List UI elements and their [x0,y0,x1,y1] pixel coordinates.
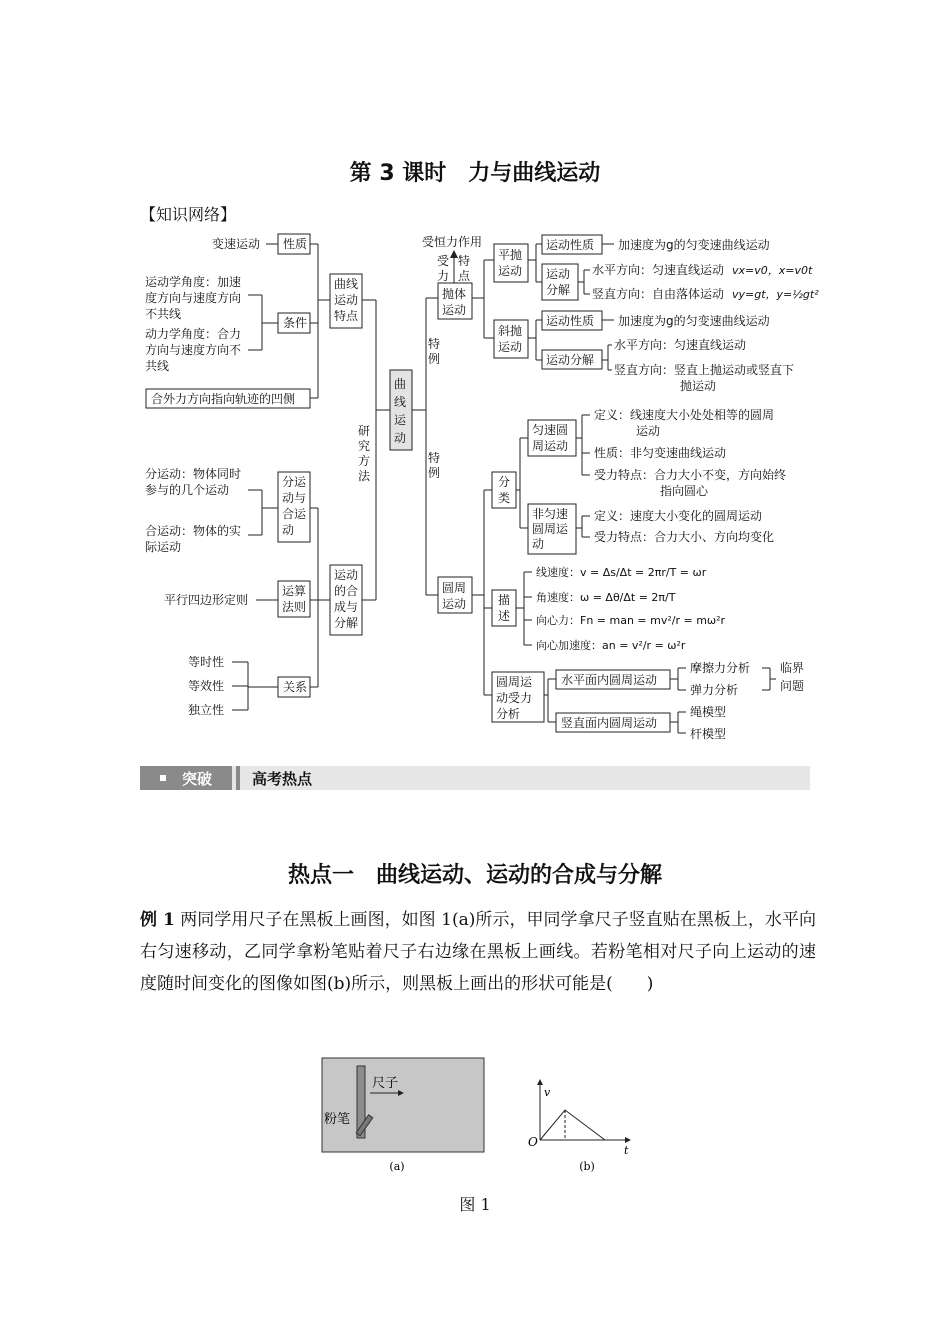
describe-2: 述 [498,609,511,623]
constant-force: 受恒力作用 [422,235,483,249]
oproj-decomp-label: 运动分解 [546,353,595,367]
center-2: 线 [394,395,407,409]
combined-1: 合运动：物体的实 [145,524,242,538]
ruler-label: 尺子 [372,1076,399,1091]
hproj-v: 竖直方向：自由落体运动 [592,287,725,301]
hproj-h-formula: vx=v0，x=v0t [732,264,813,277]
nonuniform-def: 定义：速度大小变化的圆周运动 [594,509,763,523]
submotion-box-2: 动与 [282,491,307,505]
condition-label: 条件 [283,316,308,330]
kinematic-condition-1: 运动学角度：加速 [145,275,242,289]
circ-2: 运动 [442,597,467,611]
section-heading: 热点一 曲线运动、运动的合成与分解 [287,863,662,888]
hproj-decomp-2: 分解 [546,283,571,297]
oproj-nature: 加速度为g的匀变速曲线运动 [618,314,770,328]
uniform-nature: 性质：非匀变速曲线运动 [594,446,727,460]
banner-right: 高考热点 [252,770,313,788]
describe-1: 描 [498,593,511,607]
hproj-1: 平抛 [498,248,523,262]
sub-motion-1: 分运动：物体同时 [145,467,242,481]
method-4: 法 [358,469,371,483]
submotion-box-4: 动 [282,523,295,537]
special-1: 特 [428,337,441,351]
describe-linear: 线速度：v = Δs/Δt = 2πr/T = ωr [536,566,707,579]
force-1: 受 [437,254,450,268]
uniform-2: 周运动 [532,439,569,453]
classify-1: 分 [498,475,511,489]
char-label-3: 特点 [334,309,359,323]
fa-1: 圆周运 [496,675,533,689]
fa-horizontal: 水平面内圆周运动 [561,673,658,687]
cap-a: (a) [389,1160,405,1173]
relation-item-2: 等效性 [188,679,225,693]
banner-left: 突破 [182,770,213,788]
fa-elastic: 弹力分析 [690,683,739,697]
oproj-v-1: 竖直方向：竖直上抛运动或竖直下 [614,363,795,377]
figure-caption: 图 1 [459,1195,491,1214]
char-label-1: 曲线 [334,277,359,291]
algorithm-value: 平行四边形定则 [164,593,249,607]
uniform-1: 匀速圆 [532,423,569,437]
oproj-nature-label: 运动性质 [546,314,595,328]
direction-text: 合外力方向指向轨迹的凹侧 [151,392,296,406]
oproj-v-2: 抛运动 [680,379,717,393]
nature-label: 性质 [283,237,308,251]
nonuniform-3: 动 [532,537,545,551]
kinematic-condition-3: 不共线 [145,307,182,321]
special-2: 例 [428,352,441,366]
submotion-box-3: 合运 [282,507,307,521]
hproj-h: 水平方向：匀速直线运动 [592,263,725,277]
proj-2: 运动 [442,303,467,317]
method-3: 方 [358,454,371,468]
force-2: 力 [437,269,450,283]
classify-2: 类 [498,491,511,505]
special-4: 例 [428,466,441,480]
example-label: 例 1 [140,910,175,930]
fa-rod: 杆模型 [690,727,727,741]
axis-t: t [624,1144,629,1157]
vt-line [540,1110,605,1140]
relation-label: 关系 [283,680,308,694]
uniform-def-1: 定义：线速度大小处处相等的圆周 [594,408,775,422]
feature-2: 点 [458,269,471,283]
sub-motion-2: 参与的几个运动 [145,483,230,497]
kinematic-condition-2: 度方向与速度方向 [145,291,242,305]
comp-2: 的合 [334,584,359,598]
example-text: 两同学用尺子在黑板上画图，如图 1(a)所示，甲同学拿尺子竖直贴在黑板上，水平向右匀速移动，乙同学拿粉笔贴着尺子右边缘在黑板上画线。若粉笔相对尺子向上运动的速度随时间变化的图像如图(b)所示，则黑板上画出的形状可能是( ) [140,910,816,994]
hproj-decomp-1: 运动 [546,267,571,281]
section-label: 【知识网络】 [140,205,237,224]
fa-critical-1: 临界 [780,661,805,675]
origin-label: O [528,1135,538,1149]
axis-v: v [544,1086,551,1099]
relation-item-1: 等时性 [188,655,225,669]
center-3: 运 [394,413,407,427]
hproj-nature-label: 运动性质 [546,238,595,252]
dynamic-condition-3: 共线 [145,359,170,373]
fa-critical-2: 问题 [780,679,805,693]
comp-1: 运动 [334,568,359,582]
fa-friction: 摩擦力分析 [690,661,751,675]
comp-3: 成与 [334,600,359,614]
submotion-box-1: 分运 [282,475,307,489]
dynamic-condition-1: 动力学角度：合力 [145,327,242,341]
proj-1: 抛体 [442,287,467,301]
method-1: 研 [358,424,371,438]
algorithm-1: 运算 [282,584,307,598]
dynamic-condition-2: 方向与速度方向不 [145,343,242,357]
center-1: 曲 [394,377,407,391]
fa-2: 动受力 [496,691,533,705]
hproj-2: 运动 [498,264,523,278]
uniform-def-2: 运动 [636,424,661,438]
figure-1 [300,1050,660,1175]
fa-3: 分析 [496,707,521,721]
uniform-force-1: 受力特点：合力大小不变，方向始终 [594,468,787,482]
oproj-1: 斜抛 [498,324,523,338]
algorithm-2: 法则 [282,600,307,614]
describe-force: 向心力：Fn = man = mv²/r = mω²r [536,614,726,627]
oproj-h: 水平方向：匀速直线运动 [614,338,747,352]
uniform-force-2: 指向圆心 [660,484,709,498]
relation-item-3: 独立性 [188,703,225,717]
oproj-2: 运动 [498,340,523,354]
fa-rope: 绳模型 [690,705,727,719]
chalk-label: 粉笔 [324,1112,351,1127]
fa-vertical: 竖直面内圆周运动 [561,716,658,730]
hproj-v-formula: vy=gt，y=½gt² [732,288,819,301]
page-title: 第 3 课时 力与曲线运动 [349,161,601,186]
cap-b: (b) [579,1160,595,1173]
figure-b [528,1079,631,1173]
feature-1: 特 [458,254,471,268]
example-paragraph [140,904,816,1000]
center-4: 动 [394,431,407,445]
nonuniform-1: 非匀速 [532,507,569,521]
circ-1: 圆周 [442,581,467,595]
nonuniform-force: 受力特点：合力大小、方向均变化 [594,530,775,544]
nonuniform-2: 圆周运 [532,522,569,536]
method-2: 究 [358,439,371,453]
combined-2: 际运动 [145,540,182,554]
char-label-2: 运动 [334,293,359,307]
figure-a [322,1058,484,1173]
hproj-nature: 加速度为g的匀变速曲线运动 [618,238,770,252]
describe-acc: 向心加速度：an = v²/r = ω²r [536,639,686,652]
comp-4: 分解 [334,616,359,630]
special-3: 特 [428,451,441,465]
nature-value: 变速运动 [212,237,261,251]
describe-angular: 角速度：ω = Δθ/Δt = 2π/T [536,591,676,604]
